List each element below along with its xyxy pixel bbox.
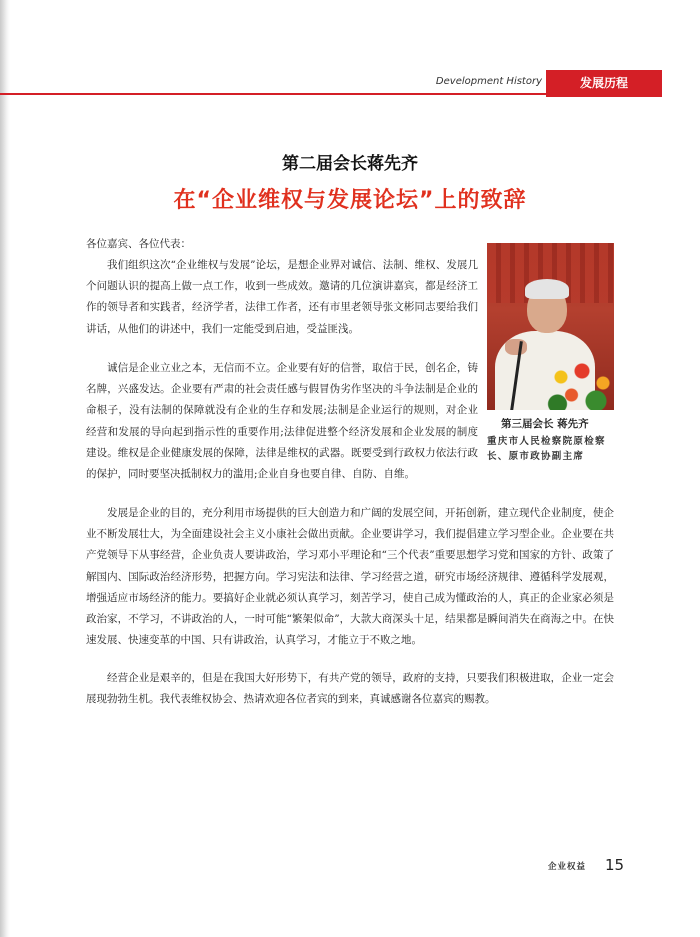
- paragraph-1: 我们组织这次“企业维权与发展”论坛，是想企业界对诚信、法制、维权、发展几个问题认识的提高上做一点工作，收到一些成效。邀请的几位演讲嘉宾，都是经济工作的领导者和实践者，经济学者，法律工作者，还有市里老领导张文彬同志要给我们讲话，从他们的讲述中，我们一定能受到启迪，受益匪浅。: [86, 259, 478, 335]
- speaker-photo: [487, 243, 614, 410]
- section-tab: 发展历程: [546, 70, 662, 97]
- salutation: 各位嘉宾、各位代表：: [86, 238, 191, 250]
- paragraph-4: 经营企业是艰辛的，但是在我国大好形势下，有共产党的领导，政府的支持，只要我们积极进取，企业一定会展现勃勃生机。我代表维权协会、热请欢迎各位者宾的到来，真诚感谢各位嘉宾的赐教。: [86, 672, 614, 706]
- article-subtitle: 第二届会长蒋先齐: [282, 154, 418, 174]
- header-rule: [0, 93, 555, 95]
- page-number: 15: [605, 856, 625, 874]
- page-edge-shadow: [0, 0, 10, 937]
- section-title-en: Development History: [435, 76, 542, 87]
- flower-arrangement: [547, 353, 614, 410]
- photo-person-hair: [525, 279, 569, 299]
- article-title: 在“企业维权与发展论坛”上的致辞: [173, 188, 527, 213]
- magazine-logo: 企业权益: [548, 862, 587, 872]
- paragraph-2: 诚信是企业立业之本，无信而不立。企业要有好的信誉，取信于民，创名企，铸名牌，兴盛发达。企业要有严肃的社会责任感与假冒伪劣作坚决的斗争法制是企业的命根子，没有法制的保障就没有企业的生存和发展;法制是企业运行的规则，对企业经营和发展的导向起到指示性的重要作用;法律促进整个经济发展和企业发展的制度建设。维权是企业健康发展的保障，法律是维权的武器。既要受到行政权力依法行政的保护，同时要坚决抵制权力的滥用;企业自身也要自律、自防、自维。: [86, 362, 478, 481]
- photo-caption-description: 重庆市人民检察院原检察长、原市政协副主席: [487, 436, 606, 462]
- photo-caption-name: 第三届会长 蒋先齐: [501, 418, 589, 430]
- photo-person-hand: [505, 339, 527, 355]
- paragraph-3: 发展是企业的目的，充分利用市场提供的巨大创造力和广阔的发展空间，开拓创新，建立现代企业制度，使企业不断发展壮大，为全面建设社会主义小康社会做出贡献。企业要讲学习，我们提倡建立学习型企业。企业要在共产党领导下从事经营，企业负责人要讲政治，学习邓小平理论和“三个代表”重要思想学习党和国家的方针、政策了解国内、国际政治经济形势，把握方向。学习宪法和法律、学习经营之道，研究市场经济规律、遵循科学发展观，增强适应市场经济的能力。要搞好企业就必须认真学习，刻苦学习，使自己成为懂政治的人，真正的企业家必须是政治家，不学习，不讲政治的人，一时可能“繁架似命”，大款大商深头十足，结果都是瞬间消失在商海之中。在快速发展、快速变革的中国、只有讲政治，认真学习，才能立于不败之地。: [86, 507, 614, 647]
